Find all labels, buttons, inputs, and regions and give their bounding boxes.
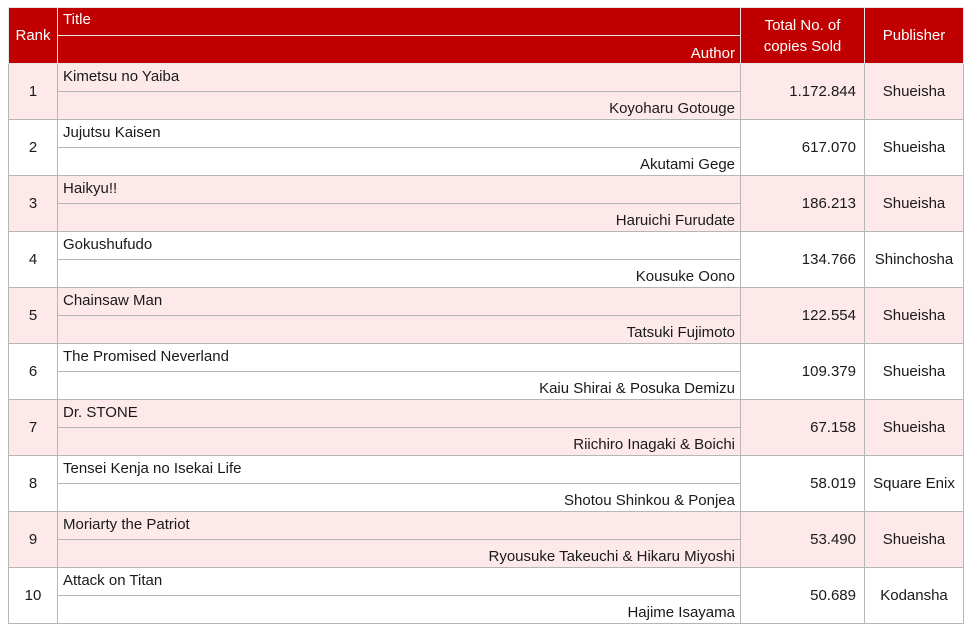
publisher-cell: Shueisha xyxy=(865,288,964,344)
publisher-cell: Shueisha xyxy=(865,64,964,120)
title-cell: Kimetsu no Yaiba xyxy=(58,64,741,92)
rank-cell: 4 xyxy=(9,232,58,288)
rank-cell: 7 xyxy=(9,400,58,456)
title-cell: Haikyu!! xyxy=(58,176,741,204)
table-row xyxy=(9,344,964,372)
table-row xyxy=(9,288,964,316)
author-cell: Riichiro Inagaki & Boichi xyxy=(58,428,741,456)
copies-cell: 58.019 xyxy=(741,456,865,512)
publisher-cell: Kodansha xyxy=(865,568,964,624)
header-author: Author xyxy=(58,36,741,64)
rank-cell: 2 xyxy=(9,120,58,176)
rank-cell: 10 xyxy=(9,568,58,624)
table-row xyxy=(9,64,964,92)
header-publisher: Publisher xyxy=(865,8,964,64)
table-body xyxy=(9,64,964,624)
rank-cell: 1 xyxy=(9,64,58,120)
copies-cell: 67.158 xyxy=(741,400,865,456)
title-cell: Jujutsu Kaisen xyxy=(58,120,741,148)
header-title: Title xyxy=(58,8,741,36)
table-row xyxy=(9,568,964,596)
author-cell: Akutami Gege xyxy=(58,148,741,176)
title-cell: Tensei Kenja no Isekai Life xyxy=(58,456,741,484)
header-rank: Rank xyxy=(9,8,58,64)
table-row xyxy=(9,232,964,260)
author-cell: Tatsuki Fujimoto xyxy=(58,316,741,344)
table-row xyxy=(9,456,964,484)
table-row xyxy=(9,176,964,204)
publisher-cell: Shueisha xyxy=(865,120,964,176)
title-cell: Gokushufudo xyxy=(58,232,741,260)
copies-cell: 617.070 xyxy=(741,120,865,176)
title-cell: Attack on Titan xyxy=(58,568,741,596)
copies-cell: 53.490 xyxy=(741,512,865,568)
author-cell: Ryousuke Takeuchi & Hikaru Miyoshi xyxy=(58,540,741,568)
title-cell: The Promised Neverland xyxy=(58,344,741,372)
copies-cell: 109.379 xyxy=(741,344,865,400)
manga-sales-table xyxy=(8,7,964,624)
header-copies-sold: Total No. of copies Sold xyxy=(741,8,865,64)
rank-cell: 3 xyxy=(9,176,58,232)
publisher-cell: Shueisha xyxy=(865,400,964,456)
table-header xyxy=(9,8,964,64)
table-row xyxy=(9,120,964,148)
table-row xyxy=(9,400,964,428)
rank-cell: 8 xyxy=(9,456,58,512)
table-row xyxy=(9,512,964,540)
title-cell: Chainsaw Man xyxy=(58,288,741,316)
author-cell: Haruichi Furudate xyxy=(58,204,741,232)
title-cell: Dr. STONE xyxy=(58,400,741,428)
author-cell: Koyoharu Gotouge xyxy=(58,92,741,120)
copies-cell: 134.766 xyxy=(741,232,865,288)
author-cell: Kaiu Shirai & Posuka Demizu xyxy=(58,372,741,400)
rank-cell: 9 xyxy=(9,512,58,568)
publisher-cell: Square Enix xyxy=(865,456,964,512)
author-cell: Shotou Shinkou & Ponjea xyxy=(58,484,741,512)
publisher-cell: Shinchosha xyxy=(865,232,964,288)
publisher-cell: Shueisha xyxy=(865,344,964,400)
copies-cell: 122.554 xyxy=(741,288,865,344)
copies-cell: 50.689 xyxy=(741,568,865,624)
copies-cell: 186.213 xyxy=(741,176,865,232)
title-cell: Moriarty the Patriot xyxy=(58,512,741,540)
publisher-cell: Shueisha xyxy=(865,512,964,568)
rank-cell: 5 xyxy=(9,288,58,344)
copies-cell: 1.172.844 xyxy=(741,64,865,120)
author-cell: Kousuke Oono xyxy=(58,260,741,288)
publisher-cell: Shueisha xyxy=(865,176,964,232)
author-cell: Hajime Isayama xyxy=(58,596,741,624)
rank-cell: 6 xyxy=(9,344,58,400)
